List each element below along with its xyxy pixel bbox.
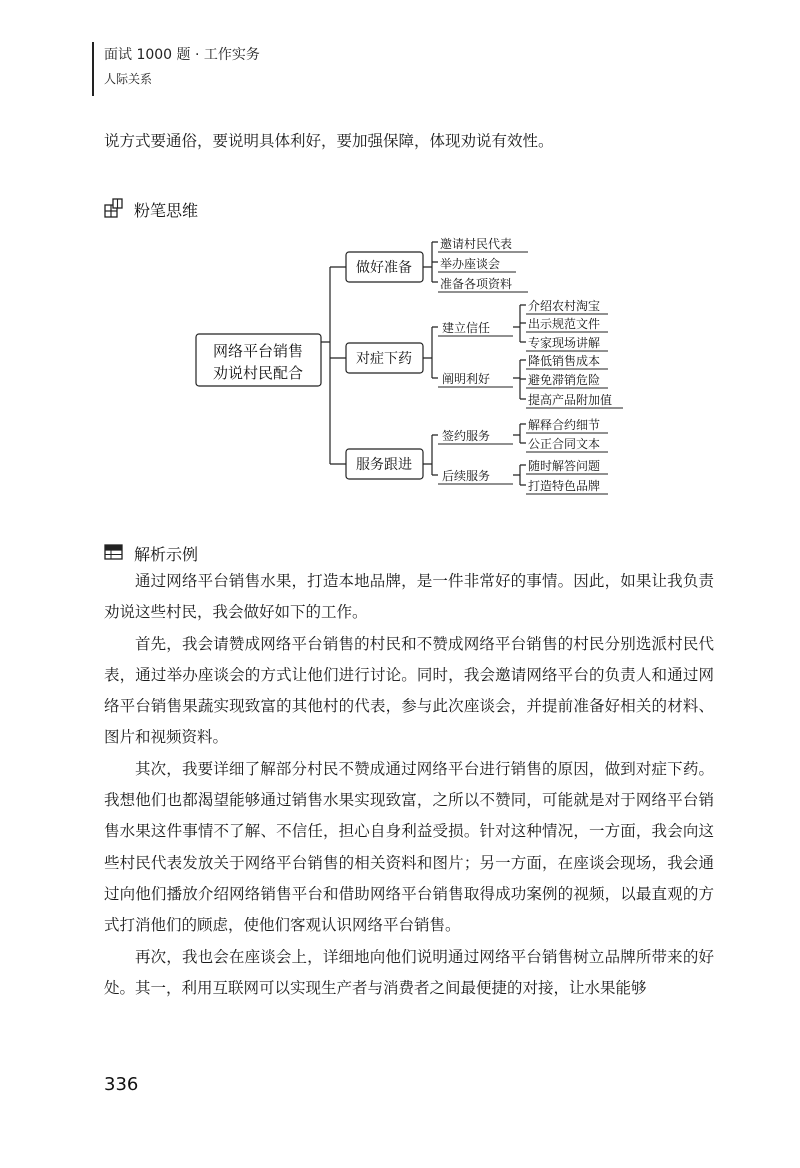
leaf-label: 解释合约细节 [528, 418, 601, 432]
table-icon [104, 542, 124, 562]
leaf-label: 降低销售成本 [528, 354, 601, 368]
section-title-analysis: 解析示例 [134, 545, 199, 564]
paragraph: 再次，我也会在座谈会上，详细地向他们说明通过网络平台销售树立品牌所带来的好处。其一，利用互联网可以实现生产者与消费者之间最便捷的对接，让水果能够 [104, 947, 714, 997]
section-title-mindmap: 粉笔思维 [134, 201, 199, 220]
connector-prepare [423, 242, 438, 282]
connector-sign [513, 424, 526, 443]
group-label-sign: 签约服务 [442, 429, 491, 443]
branch-label-prepare: 做好准备 [356, 260, 412, 276]
intro-line: 说方式要通俗，要说明具体利好，要加强保障，体现劝说有效性。 [104, 132, 554, 150]
header-rule [92, 42, 94, 96]
group-label-trust: 建立信任 [442, 321, 491, 335]
paragraph: 通过网络平台销售水果，打造本地品牌，是一件非常好的事情。因此，如果让我负责劝说这些村民，我会做好如下的工作。 [104, 572, 714, 622]
leaf-label: 介绍农村淘宝 [528, 299, 601, 313]
grid-icon [104, 198, 124, 218]
analysis-body [104, 566, 714, 1004]
connector-remedy [423, 327, 438, 378]
branch-label-service: 服务跟进 [356, 457, 412, 473]
connector-after [513, 465, 526, 485]
book-title: 面试 1000 题 · 工作实务 [104, 47, 260, 63]
connector-benefit [513, 360, 526, 399]
connector-root [321, 267, 346, 464]
leaf-label: 避免滞销危险 [528, 373, 601, 387]
root-label-line2: 劝说村民配合 [212, 364, 304, 382]
paragraph: 其次，我要详细了解部分村民不赞成通过网络平台进行销售的原因，做到对症下药。我想他们也都渴望能够通过销售水果实现致富，之所以不赞同，可能就是对于网络平台销售水果这件事情不了解、不信任，担心自身利益受损。针对这种情况，一方面，我会向这些村民代表发放关于网络平台销售的相关资料和图片；另一方面，在座谈会现场，我会通过向他们播放介绍网络销售平台和借助网络平台销售取得成功案例的视频，以最直观的方式打消他们的顾虑，使他们客观认识网络平台销售。 [104, 759, 714, 935]
leaf-label: 专家现场讲解 [528, 336, 601, 350]
group-label-benefit: 阐明利好 [442, 372, 491, 386]
connector-service [423, 435, 438, 475]
chapter-title: 人际关系 [104, 72, 153, 86]
connector-trust [513, 305, 526, 342]
leaf-label: 随时解答问题 [528, 459, 601, 473]
leaf-label: 准备各项资料 [440, 277, 513, 291]
leaf-label: 邀请村民代表 [440, 237, 513, 251]
root-label-line1: 网络平台销售 [212, 342, 304, 360]
page-number: 336 [104, 1074, 139, 1095]
group-label-after: 后续服务 [442, 469, 491, 483]
leaf-label: 提高产品附加值 [528, 393, 613, 407]
mind-map [180, 222, 640, 504]
branch-label-remedy: 对症下药 [356, 351, 412, 367]
leaf-label: 出示规范文件 [528, 317, 601, 331]
leaf-label: 举办座谈会 [440, 257, 501, 271]
paragraph: 首先，我会请赞成网络平台销售的村民和不赞成网络平台销售的村民分别选派村民代表，通过举办座谈会的方式让他们进行讨论。同时，我会邀请网络平台的负责人和通过网络平台销售果蔬实现致富的其他村的代表，参与此次座谈会，并提前准备好相关的材料、图片和视频资料。 [104, 634, 714, 747]
leaf-label: 公正合同文本 [528, 437, 601, 451]
leaf-label: 打造特色品牌 [528, 479, 601, 493]
